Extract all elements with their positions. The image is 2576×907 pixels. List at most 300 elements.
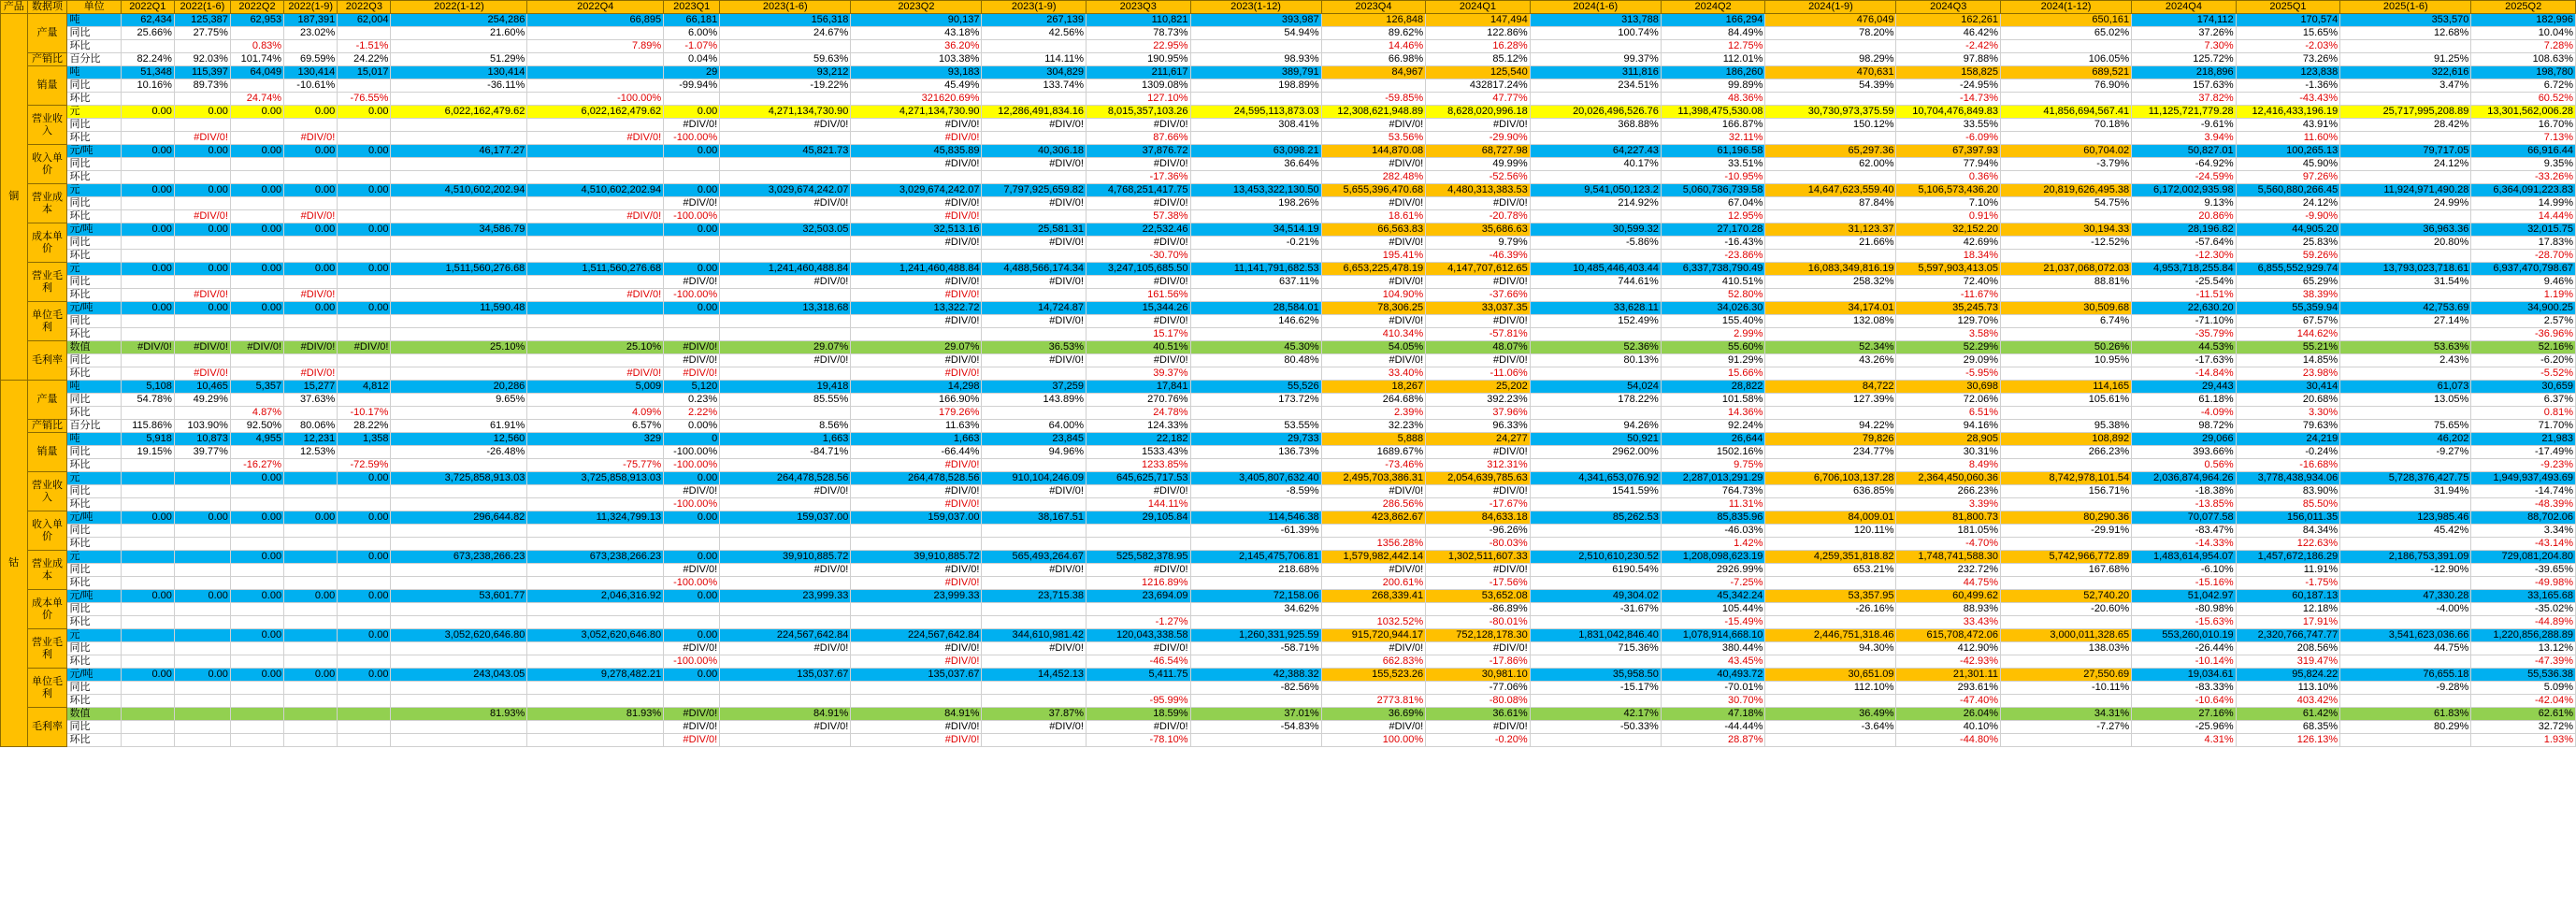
- table-row: [1, 564, 2576, 577]
- unit-cell: 环比: [67, 538, 121, 551]
- data-cell: -96.26%: [1426, 525, 1531, 538]
- data-cell: 7,797,925,659.82: [982, 184, 1087, 197]
- data-cell: #DIV/0!: [1086, 354, 1190, 367]
- data-cell: 159,037.00: [851, 511, 982, 525]
- data-cell: 30.31%: [1896, 446, 2001, 459]
- data-cell: 4,812: [338, 381, 391, 394]
- data-cell: [230, 132, 283, 145]
- data-cell: -70.01%: [1661, 682, 1765, 695]
- data-cell: #DIV/0!: [982, 197, 1087, 210]
- data-cell: 14.36%: [1661, 407, 1765, 420]
- data-cell: 0.00: [174, 590, 230, 603]
- data-cell: 43.18%: [851, 27, 982, 40]
- data-cell: #DIV/0!: [1426, 564, 1531, 577]
- data-cell: #DIV/0!: [664, 119, 720, 132]
- data-cell: [230, 577, 283, 590]
- data-cell: 35,245.73: [1896, 302, 2001, 315]
- data-cell: -0.20%: [1426, 734, 1531, 747]
- data-cell: #DIV/0!: [664, 642, 720, 655]
- data-cell: 40.10%: [1896, 721, 2001, 734]
- data-cell: [121, 498, 174, 511]
- data-cell: 0.00: [230, 551, 283, 564]
- data-cell: [338, 367, 391, 381]
- data-cell: -7.27%: [2001, 721, 2132, 734]
- data-cell: 6.51%: [1896, 407, 2001, 420]
- data-cell: 42.17%: [1530, 708, 1661, 721]
- data-cell: [527, 223, 664, 237]
- data-cell: [230, 171, 283, 184]
- data-cell: -95.99%: [1086, 695, 1190, 708]
- data-cell: 8.49%: [1896, 459, 2001, 472]
- data-cell: 1,831,042,846.40: [1530, 629, 1661, 642]
- data-cell: 55.60%: [1661, 341, 1765, 354]
- data-cell: 84,633.18: [1426, 511, 1531, 525]
- data-cell: [1765, 132, 1896, 145]
- data-cell: 915,720,944.17: [1321, 629, 1426, 642]
- data-cell: 76.90%: [2001, 79, 2132, 93]
- data-cell: 308.41%: [1190, 119, 1321, 132]
- data-cell: 24.22%: [338, 53, 391, 66]
- data-cell: 98.72%: [2132, 420, 2237, 433]
- data-cell: 78.73%: [1086, 27, 1190, 40]
- data-cell: 61.83%: [2340, 708, 2471, 721]
- data-cell: 120,043,338.58: [1086, 629, 1190, 642]
- data-cell: #DIV/0!: [284, 210, 338, 223]
- data-cell: 4,510,602,202.94: [391, 184, 527, 197]
- data-cell: 224,567,642.84: [851, 629, 982, 642]
- data-cell: 4,768,251,417.75: [1086, 184, 1190, 197]
- data-cell: [1530, 616, 1661, 629]
- data-cell: 123,985.46: [2340, 511, 2471, 525]
- data-cell: 66,563.83: [1321, 223, 1426, 237]
- table-row: [1, 394, 2576, 407]
- data-cell: [338, 525, 391, 538]
- data-cell: #DIV/0!: [720, 642, 851, 655]
- data-cell: [664, 171, 720, 184]
- data-cell: 2.43%: [2340, 354, 2471, 367]
- data-cell: [284, 629, 338, 642]
- data-cell: [527, 577, 664, 590]
- data-cell: 114,546.38: [1190, 511, 1321, 525]
- data-cell: -1.51%: [338, 40, 391, 53]
- data-cell: #DIV/0!: [851, 276, 982, 289]
- data-cell: 0.00: [121, 184, 174, 197]
- data-cell: #DIV/0!: [851, 459, 982, 472]
- data-cell: [720, 328, 851, 341]
- data-cell: 42.56%: [982, 27, 1087, 40]
- data-cell: 5,597,903,413.05: [1896, 263, 2001, 276]
- unit-cell: 环比: [67, 498, 121, 511]
- data-cell: -99.94%: [664, 79, 720, 93]
- data-cell: [1086, 603, 1190, 616]
- data-cell: 27.75%: [174, 27, 230, 40]
- data-cell: 764.73%: [1661, 485, 1765, 498]
- column-header: 2023Q2: [851, 1, 982, 14]
- data-cell: 3,405,807,632.40: [1190, 472, 1321, 485]
- data-cell: 18.34%: [1896, 250, 2001, 263]
- data-cell: 25.66%: [121, 27, 174, 40]
- table-row: [1, 446, 2576, 459]
- data-cell: 2.99%: [1661, 328, 1765, 341]
- data-cell: -5.86%: [1530, 237, 1661, 250]
- data-cell: 3.39%: [1896, 498, 2001, 511]
- data-cell: 6.72%: [2471, 79, 2576, 93]
- data-cell: [1530, 695, 1661, 708]
- unit-cell: 环比: [67, 734, 121, 747]
- unit-cell: 环比: [67, 577, 121, 590]
- data-cell: [230, 158, 283, 171]
- data-cell: 715.36%: [1530, 642, 1661, 655]
- data-cell: 0.00: [121, 590, 174, 603]
- data-cell: 6.74%: [2001, 315, 2132, 328]
- data-cell: 6.37%: [2471, 394, 2576, 407]
- data-cell: 23.98%: [2236, 367, 2340, 381]
- data-cell: 1.42%: [1661, 538, 1765, 551]
- data-cell: 32.23%: [1321, 420, 1426, 433]
- data-cell: 61,073: [2340, 381, 2471, 394]
- data-cell: 2,510,610,230.52: [1530, 551, 1661, 564]
- data-cell: 5,888: [1321, 433, 1426, 446]
- data-cell: -39.65%: [2471, 564, 2576, 577]
- data-cell: [1530, 250, 1661, 263]
- data-cell: 53,652.08: [1426, 590, 1531, 603]
- table-row: [1, 551, 2576, 564]
- data-cell: 744.61%: [1530, 276, 1661, 289]
- data-cell: [720, 603, 851, 616]
- column-header: 2023(1-12): [1190, 1, 1321, 14]
- data-cell: [527, 66, 664, 79]
- data-cell: [338, 721, 391, 734]
- data-cell: 40.17%: [1530, 158, 1661, 171]
- data-cell: 55.21%: [2236, 341, 2340, 354]
- data-cell: [720, 237, 851, 250]
- data-cell: #DIV/0!: [851, 721, 982, 734]
- data-cell: 195.41%: [1321, 250, 1426, 263]
- data-cell: -58.71%: [1190, 642, 1321, 655]
- data-cell: -100.00%: [664, 459, 720, 472]
- data-cell: -64.92%: [2132, 158, 2237, 171]
- data-cell: -17.86%: [1426, 655, 1531, 669]
- data-cell: [338, 237, 391, 250]
- table-row: [1, 93, 2576, 106]
- data-cell: -8.59%: [1190, 485, 1321, 498]
- data-cell: [982, 498, 1087, 511]
- data-cell: 368.88%: [1530, 119, 1661, 132]
- data-cell: -3.79%: [2001, 158, 2132, 171]
- data-cell: 0.00: [230, 223, 283, 237]
- data-cell: 11,924,971,490.28: [2340, 184, 2471, 197]
- data-cell: 152.49%: [1530, 315, 1661, 328]
- data-cell: #DIV/0!: [1426, 721, 1531, 734]
- unit-cell: 吨: [67, 66, 121, 79]
- data-cell: -0.21%: [1190, 237, 1321, 250]
- data-cell: 1356.28%: [1321, 538, 1426, 551]
- data-cell: 25.10%: [391, 341, 527, 354]
- data-cell: -25.96%: [2132, 721, 2237, 734]
- data-cell: [851, 682, 982, 695]
- column-header: 数据项: [27, 1, 67, 14]
- data-cell: 16.70%: [2471, 119, 2576, 132]
- data-cell: 161.56%: [1086, 289, 1190, 302]
- data-cell: [664, 93, 720, 106]
- data-cell: -9.90%: [2236, 210, 2340, 223]
- data-cell: [230, 367, 283, 381]
- data-cell: #DIV/0!: [720, 276, 851, 289]
- data-cell: 32,015.75: [2471, 223, 2576, 237]
- table-row: [1, 276, 2576, 289]
- table-row: [1, 302, 2576, 315]
- data-cell: #DIV/0!: [720, 354, 851, 367]
- data-cell: [1765, 498, 1896, 511]
- data-cell: [121, 93, 174, 106]
- data-cell: [121, 485, 174, 498]
- data-cell: 27.16%: [2132, 708, 2237, 721]
- unit-cell: 环比: [67, 367, 121, 381]
- data-cell: 2.22%: [664, 407, 720, 420]
- data-cell: 63,098.21: [1190, 145, 1321, 158]
- data-cell: 2,186,753,391.09: [2340, 551, 2471, 564]
- data-cell: -36.96%: [2471, 328, 2576, 341]
- data-cell: #DIV/0!: [527, 289, 664, 302]
- data-cell: [338, 485, 391, 498]
- data-cell: -15.63%: [2132, 616, 2237, 629]
- data-cell: [121, 237, 174, 250]
- data-cell: 16,083,349,816.19: [1765, 263, 1896, 276]
- data-cell: 92.50%: [230, 420, 283, 433]
- data-cell: 0.00: [174, 106, 230, 119]
- data-cell: 115,397: [174, 66, 230, 79]
- data-cell: -9.61%: [2132, 119, 2237, 132]
- data-cell: [284, 354, 338, 367]
- data-cell: 393,987: [1190, 14, 1321, 27]
- data-cell: 150.12%: [1765, 119, 1896, 132]
- data-cell: [230, 538, 283, 551]
- data-cell: 7.89%: [527, 40, 664, 53]
- data-cell: 2,364,450,060.36: [1896, 472, 2001, 485]
- data-cell: -1.36%: [2236, 79, 2340, 93]
- data-cell: 198.89%: [1190, 79, 1321, 93]
- data-cell: 0.00: [338, 223, 391, 237]
- data-cell: [338, 315, 391, 328]
- data-cell: 40.51%: [1086, 341, 1190, 354]
- data-cell: [230, 708, 283, 721]
- data-cell: -57.81%: [1426, 328, 1531, 341]
- data-cell: [527, 145, 664, 158]
- data-cell: [1765, 171, 1896, 184]
- data-cell: [391, 407, 527, 420]
- snowball-logo-mark: [1949, 842, 1986, 866]
- table-row: [1, 14, 2576, 27]
- data-cell: 6,022,162,479.62: [527, 106, 664, 119]
- data-cell: 35,686.63: [1426, 223, 1531, 237]
- data-cell: [2340, 250, 2471, 263]
- data-cell: 51,348: [121, 66, 174, 79]
- data-cell: 12.18%: [2236, 603, 2340, 616]
- data-cell: [230, 485, 283, 498]
- data-cell: [121, 328, 174, 341]
- data-cell: 34,026.30: [1661, 302, 1765, 315]
- data-cell: 59.63%: [720, 53, 851, 66]
- data-cell: [121, 655, 174, 669]
- table-row: [1, 407, 2576, 420]
- data-cell: 27,170.28: [1661, 223, 1765, 237]
- data-cell: [1765, 40, 1896, 53]
- data-cell: 52.36%: [1530, 341, 1661, 354]
- data-cell: 21,983: [2471, 433, 2576, 446]
- data-cell: 2,495,703,386.31: [1321, 472, 1426, 485]
- data-cell: [174, 237, 230, 250]
- table-row: [1, 132, 2576, 145]
- column-header: 2024Q2: [1661, 1, 1765, 14]
- column-header: 2022(1-12): [391, 1, 527, 14]
- data-cell: 159,037.00: [720, 511, 851, 525]
- data-cell: 0: [664, 433, 720, 446]
- data-cell: [174, 472, 230, 485]
- data-cell: [720, 132, 851, 145]
- data-cell: 33.40%: [1321, 367, 1426, 381]
- table-row: [1, 210, 2576, 223]
- data-cell: [527, 616, 664, 629]
- data-cell: -37.66%: [1426, 289, 1531, 302]
- data-cell: 319.47%: [2236, 655, 2340, 669]
- data-cell: 30,414: [2236, 381, 2340, 394]
- data-cell: 3,778,438,934.06: [2236, 472, 2340, 485]
- data-cell: -19.22%: [720, 79, 851, 93]
- data-cell: 108.63%: [2471, 53, 2576, 66]
- data-cell: [664, 603, 720, 616]
- data-cell: 122.86%: [1426, 27, 1531, 40]
- data-cell: [720, 93, 851, 106]
- data-cell: 2773.81%: [1321, 695, 1426, 708]
- data-cell: -16.68%: [2236, 459, 2340, 472]
- data-cell: 2962.00%: [1530, 446, 1661, 459]
- data-cell: [527, 119, 664, 132]
- data-cell: 0.00: [664, 302, 720, 315]
- data-cell: 52,740.20: [2001, 590, 2132, 603]
- data-cell: [664, 538, 720, 551]
- data-cell: 3,247,105,685.50: [1086, 263, 1190, 276]
- data-cell: [527, 250, 664, 263]
- data-cell: [284, 197, 338, 210]
- table-row: [1, 354, 2576, 367]
- unit-cell: 环比: [67, 40, 121, 53]
- data-cell: [391, 538, 527, 551]
- data-cell: [230, 498, 283, 511]
- watermark-text: 雪球：戴维斯双击: [2016, 826, 2406, 882]
- table-row: [1, 616, 2576, 629]
- data-cell: [338, 734, 391, 747]
- data-cell: [338, 564, 391, 577]
- data-cell: 112.01%: [1661, 53, 1765, 66]
- data-cell: 49,304.02: [1530, 590, 1661, 603]
- data-cell: 1,208,098,623.19: [1661, 551, 1765, 564]
- data-cell: -24.95%: [1896, 79, 2001, 93]
- data-cell: -44.80%: [1896, 734, 2001, 747]
- data-cell: 1,579,982,442.14: [1321, 551, 1426, 564]
- data-cell: 3,541,623,036.66: [2340, 629, 2471, 642]
- data-cell: [982, 616, 1087, 629]
- data-cell: 50.26%: [2001, 341, 2132, 354]
- data-cell: 29.07%: [851, 341, 982, 354]
- unit-cell: 环比: [67, 289, 121, 302]
- data-cell: -100.00%: [664, 498, 720, 511]
- data-cell: 84,967: [1321, 66, 1426, 79]
- column-header: 2022Q4: [527, 1, 664, 14]
- unit-cell: 同比: [67, 197, 121, 210]
- data-cell: -80.01%: [1426, 616, 1531, 629]
- data-cell: #DIV/0!: [720, 721, 851, 734]
- data-cell: 75.65%: [2340, 420, 2471, 433]
- data-cell: [1530, 538, 1661, 551]
- data-cell: -4.09%: [2132, 407, 2237, 420]
- unit-cell: 同比: [67, 158, 121, 171]
- data-cell: [121, 289, 174, 302]
- data-cell: 2,446,751,318.46: [1765, 629, 1896, 642]
- data-cell: 0.00: [230, 302, 283, 315]
- data-cell: 0.00: [338, 511, 391, 525]
- data-cell: 53,357.95: [1765, 590, 1896, 603]
- data-cell: [391, 485, 527, 498]
- data-cell: 0.04%: [664, 53, 720, 66]
- column-header: 2022(1-9): [284, 1, 338, 14]
- data-cell: #DIV/0!: [982, 564, 1087, 577]
- data-cell: 88,702.06: [2471, 511, 2576, 525]
- data-cell: -14.74%: [2471, 485, 2576, 498]
- data-cell: 21,301.11: [1896, 669, 2001, 682]
- data-cell: 22,182: [1086, 433, 1190, 446]
- data-cell: -26.44%: [2132, 642, 2237, 655]
- data-cell: 108,892: [2001, 433, 2132, 446]
- data-cell: 33.51%: [1661, 158, 1765, 171]
- data-cell: [230, 197, 283, 210]
- data-cell: [664, 250, 720, 263]
- data-cell: 20,819,626,495.38: [2001, 184, 2132, 197]
- data-cell: 94.16%: [1896, 420, 2001, 433]
- data-cell: [527, 27, 664, 40]
- data-cell: [284, 616, 338, 629]
- data-cell: #DIV/0!: [664, 485, 720, 498]
- data-cell: 57.38%: [1086, 210, 1190, 223]
- data-cell: 4.09%: [527, 407, 664, 420]
- data-cell: 270.76%: [1086, 394, 1190, 407]
- data-cell: 45.42%: [2340, 525, 2471, 538]
- data-cell: [284, 237, 338, 250]
- data-cell: 53,601.77: [391, 590, 527, 603]
- data-cell: 156,318: [720, 14, 851, 27]
- data-cell: [1190, 459, 1321, 472]
- data-cell: #DIV/0!: [851, 158, 982, 171]
- data-cell: 200.61%: [1321, 577, 1426, 590]
- data-cell: 39.37%: [1086, 367, 1190, 381]
- data-cell: [1765, 538, 1896, 551]
- table-row: [1, 590, 2576, 603]
- data-cell: 127.10%: [1086, 93, 1190, 106]
- data-cell: 60,187.13: [2236, 590, 2340, 603]
- data-cell: 3,029,674,242.07: [720, 184, 851, 197]
- data-cell: [338, 210, 391, 223]
- data-cell: -14.73%: [1896, 93, 2001, 106]
- data-cell: [121, 407, 174, 420]
- data-cell: 9.46%: [2471, 276, 2576, 289]
- data-cell: [1086, 682, 1190, 695]
- data-cell: 54.75%: [2001, 197, 2132, 210]
- data-cell: 93,212: [720, 66, 851, 79]
- data-cell: 45.30%: [1190, 341, 1321, 354]
- data-cell: [982, 695, 1087, 708]
- data-cell: 101.74%: [230, 53, 283, 66]
- data-cell: 11.63%: [851, 420, 982, 433]
- data-cell: [230, 616, 283, 629]
